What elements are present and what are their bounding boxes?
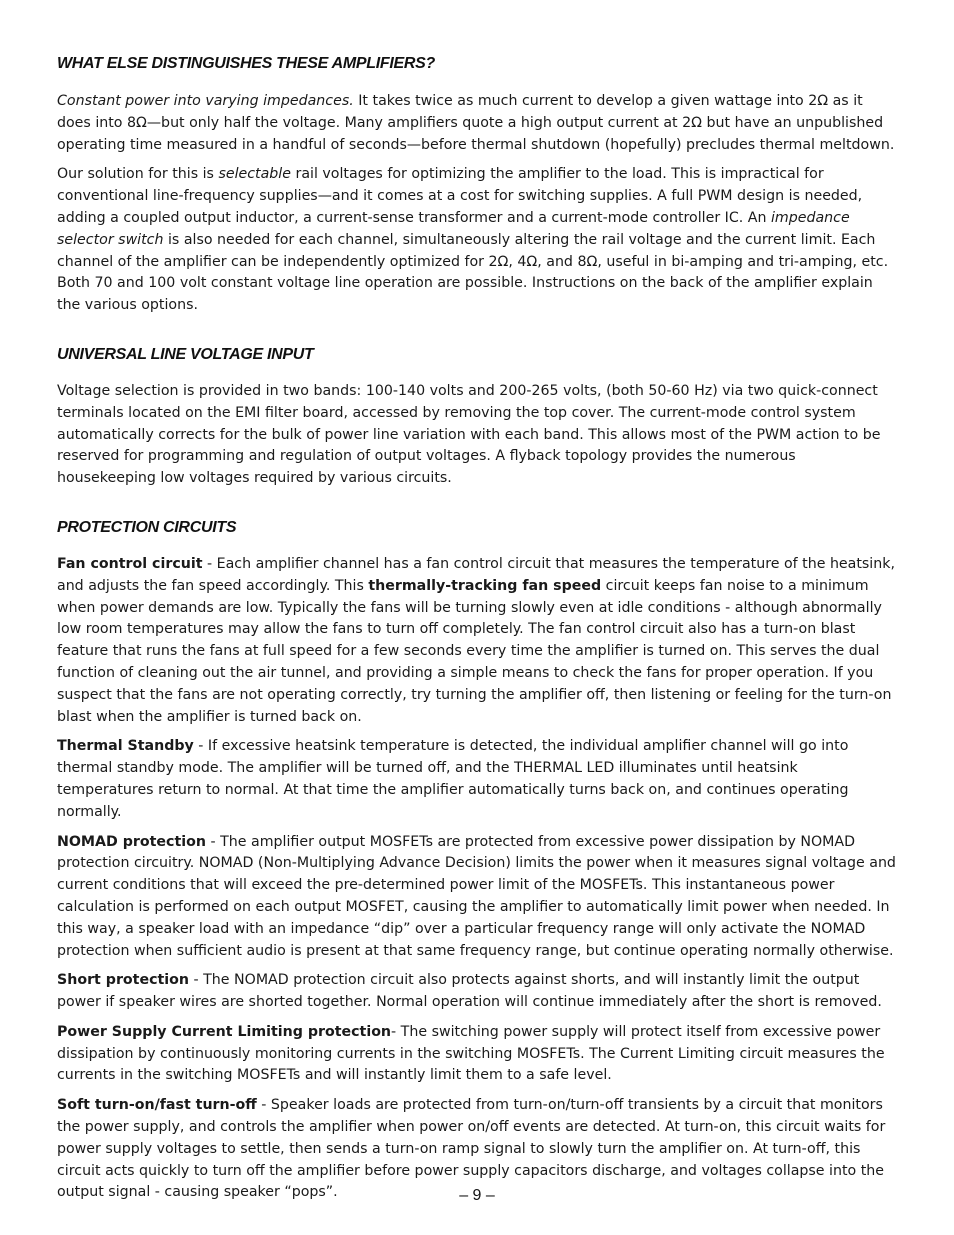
body-text: Our solution for this is bbox=[57, 166, 219, 183]
bold-term: Thermal Standby bbox=[57, 738, 194, 755]
body-text: is also needed for each channel, simultaneously altering the rail voltage and the current limit. Each channel of the amplifier can be independently optimized for 2Ω, 4Ω, and 8Ω, useful in bi-amping and tri-amping, etc. Both 70 and 100 volt constant voltage line operation are possible. Instructions on the back of the amplifier explain the various options. bbox=[57, 231, 889, 314]
paragraph-nomad bbox=[57, 832, 897, 963]
body-text: rail voltages for optimizing the amplifier to the load. This is impractical for conventional line-frequency supplies—and it comes at a cost for switching supplies. A full PWM design is needed, adding a coupled output inductor, a current-sense transformer and a current-mode controller IC. An bbox=[57, 166, 863, 226]
body-text: - If excessive heatsink temperature is detected, the individual amplifier channel will go into thermal standby mode. The amplifier will be turned off, and the THERMAL LED illuminates until heatsink temperatures return to normal. At that time the amplifier automatically turns back on, and continues operating normally. bbox=[57, 738, 849, 820]
section-heading-distinguishes: WHAT ELSE DISTINGUISHES THESE AMPLIFIERS? bbox=[57, 55, 435, 72]
bold-term: thermally-tracking fan speed bbox=[368, 577, 602, 594]
bold-term: Fan control circuit bbox=[57, 555, 203, 572]
paragraph-selectable-rails bbox=[57, 164, 897, 317]
bold-term: Power Supply Current Limiting protection bbox=[57, 1023, 392, 1040]
paragraph-fan-control bbox=[57, 554, 897, 728]
bold-term: Soft turn-on/fast turn-off bbox=[57, 1097, 257, 1114]
emphasis-text: Constant power into varying impedances. bbox=[57, 93, 354, 109]
body-text: circuit keeps fan noise to a minimum when power demands are low. Typically the fans will be turning slowly even at idle conditions - although abnormally low room temperatures may allow the fans to turn off completely. The fan control circuit also has a turn-on blast feature that runs the fans at full speed for a few seconds every time the amplifier is turned on. This serves the dual function of cleaning out the air tunnel, and providing a simple means to check the fans for proper operation. If you suspect that the fans are not operating correctly, try turning the amplifier off, then listening or feeling for the turn-on blast when the amplifier is turned back on. bbox=[57, 577, 892, 725]
body-text: - Speaker loads are protected from turn-on/turn-off transients by a circuit that monitors the power supply, and controls the amplifier when power on/off events are detected. At turn-on, this circuit waits for power supply voltages to settle, then sends a turn-on ramp signal to slowly turn the amplifier on. At turn-off, this circuit acts quickly to turn off the amplifier before power supply capacitors discharge, and voltages collapse into the output signal - causing speaker “pops”. bbox=[57, 1097, 886, 1201]
emphasis-text: impedance selector switch bbox=[57, 209, 850, 248]
page-number: – 9 – bbox=[459, 1187, 495, 1204]
body-text: - The switching power supply will protect itself from excessive power dissipation by continuously monitoring currents in the switching MOSFETs. The Current Limiting circuit measures the currents in the switching MOSFETs and will instantly limit them to a safe level. bbox=[57, 1023, 885, 1084]
bold-term: NOMAD protection bbox=[57, 833, 206, 850]
section-heading-line-voltage: UNIVERSAL LINE VOLTAGE INPUT bbox=[57, 345, 314, 363]
section-heading-protection: PROTECTION CIRCUITS bbox=[57, 518, 237, 536]
paragraph-psu-limiting bbox=[57, 1022, 897, 1087]
paragraph-short-protection bbox=[57, 970, 897, 1014]
emphasis-text: selectable bbox=[218, 166, 291, 183]
document-page bbox=[57, 52, 897, 1204]
body-text: - Each amplifier channel has a fan control circuit that measures the temperature of the heatsink, and adjusts the fan speed accordingly. This bbox=[57, 555, 895, 594]
paragraph-voltage-selection: Voltage selection is provided in two bands: 100-140 volts and 200-265 volts, (both 50-60 Hz) via two quick-connect terminals located on the EMI filter board, accessed by removing the top cover. The current-mode control system automatically corrects for the bulk of power line variation with each band. This allows most of the PWM action to be reserved for programming and regulation of output voltages. A flyback topology provides the numerous housekeeping low voltages required by various circuits. bbox=[57, 382, 881, 487]
body-text: - The amplifier output MOSFETs are protected from excessive power dissipation by NOMAD protection circuitry. NOMAD (Non-Multiplying Advance Decision) limits the power when it measures signal voltage and current conditions that will exceed the pre-determined power limit of the MOSFETs. This instantaneous power calculation is performed on each output MOSFET, causing the amplifier to automatically limit power when needed. In this way, a speaker load with an impedance “dip” over a particular frequency range will only activate the NOMAD protection when sufficient audio is present at that same frequency range, but continue operating normally otherwise. bbox=[57, 833, 896, 959]
body-text: It takes twice as much current to develop a given wattage into 2Ω as it does into 8Ω—but only half the voltage. Many amplifiers quote a high output current at 2Ω but have an unpublished operating time measured in a handful of seconds—before thermal shutdown (hopefully) precludes thermal meltdown. bbox=[57, 93, 895, 153]
paragraph-thermal-standby bbox=[57, 736, 897, 823]
paragraph-constant-power bbox=[57, 91, 897, 156]
body-text: - The NOMAD protection circuit also protects against shorts, and will instantly limit the output power if speaker wires are shorted together. Normal operation will continue immediately after the short is removed. bbox=[57, 972, 882, 1011]
bold-term: Short protection bbox=[57, 972, 189, 989]
